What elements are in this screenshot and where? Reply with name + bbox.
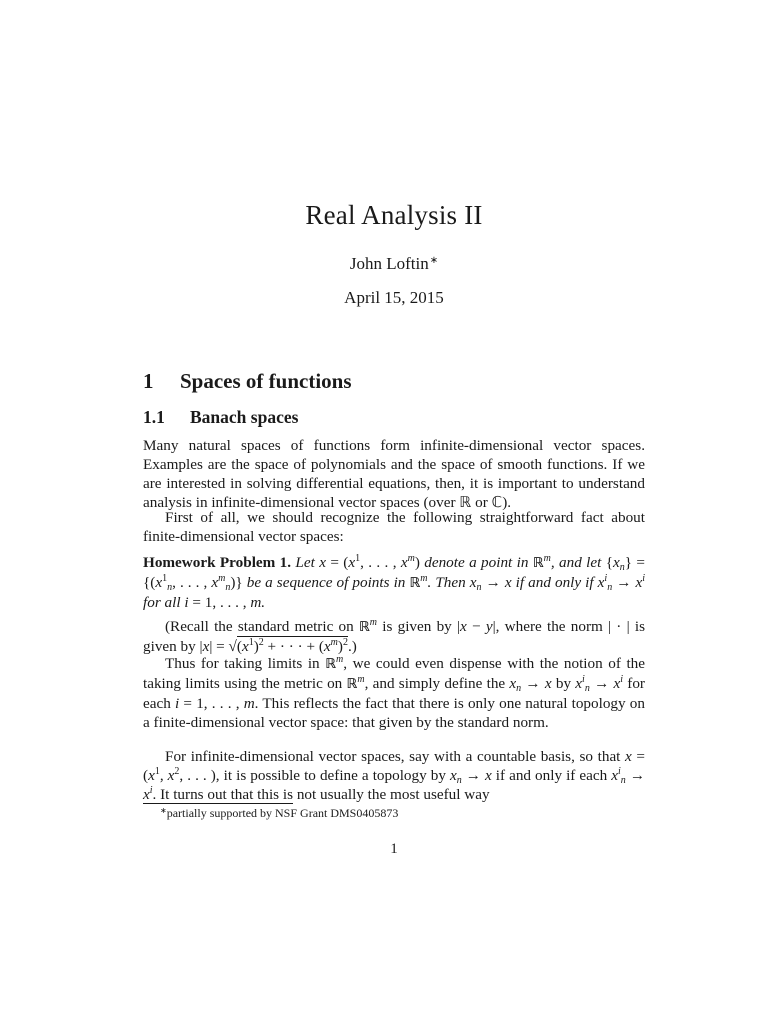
text-fragment: . This reflects the fact that there is only one natural topology on a finite-dimensional vector space: that given by the standard norm. [143, 695, 645, 731]
text-fragment: if and only if each [491, 767, 612, 784]
paragraph-first-of-all: First of all, we should recognize the following straightforward fact about finite-dimensional vector spaces: [143, 509, 645, 545]
text-fragment: Thus for taking limits in [165, 655, 326, 672]
document-title: Real Analysis II [305, 200, 483, 230]
author-name: John Loftin [349, 254, 429, 273]
author-footnote-mark: ∗ [429, 255, 439, 266]
homework-label: Homework Problem 1. [143, 554, 292, 571]
section-title: Spaces of functions [180, 369, 352, 393]
footnote-rule [143, 803, 293, 804]
text-fragment: by [551, 675, 576, 692]
paragraph-thus: Thus for taking limits in ℝ$^m$, we could even dispense with the notion of the taking limits using the metric on ℝ$^m$, and simply define the $x_n \to x$ by $x^i_n \to x^i$ for each i = 1, . . . , m. This reflects the fact that there is only one natural topology on a finite-dimensional vector space: that given by the standard norm. [143, 654, 645, 731]
text-fragment: . It turns out that this is not usually the most useful way [152, 786, 490, 803]
document-date: April 15, 2015 [344, 288, 444, 307]
text-fragment: for each [143, 675, 645, 712]
homework-problem: Homework Problem 1. Let $x = (x^1$, . . . , $x^m$) denote a point in ℝ$^m$, and let $\{x_n\} = \{(x^1_n$, . . . , $x^m_n$)} be a sequence of points in ℝ$^m$. Then $x_n \to x$ if and only if $x^i_n \to x^i$ for all i = 1, . . . , m. [143, 553, 646, 611]
section-number: 1 [143, 369, 154, 393]
footnote-mark: ∗ [160, 806, 167, 815]
text-fragment: For infinite-dimensional vector spaces, say with a countable basis, so that [165, 748, 626, 765]
text-fragment: , we could even dispense with the notion of the taking limits using the metric on [143, 655, 645, 692]
paragraph-infinite-dimensional: For infinite-dimensional vector spaces, say with a countable basis, so that $x = (x^1$, $x^2$, . . . ), it is possible to define a topology by $x_n \to x$ if and only if each $x^i_n \to x^i$. It turns out that this is not usually the most useful way [143, 748, 646, 803]
author-line [0, 254, 768, 274]
page-number: 1 [390, 841, 398, 857]
footnote [160, 806, 398, 821]
subsection-heading [143, 407, 298, 428]
text-fragment: , it is possible to define a topology by [215, 767, 450, 784]
text-fragment: , and simply define the [364, 675, 510, 692]
paragraph-recall-metric: (Recall the standard metric on ℝ$^m$ is given by |x − y|, where the norm | · | is given by $|x| = √(x^1)^2$ + · · · + $(x^m)^2$.) [143, 617, 645, 655]
subsection-title: Banach spaces [190, 407, 299, 427]
section-heading [143, 369, 352, 394]
footnote-text: partially supported by NSF Grant DMS0405873 [166, 806, 399, 820]
subsection-number: 1.1 [143, 407, 165, 427]
paragraph-intro: Many natural spaces of functions form infinite-dimensional vector spaces. Examples are the space of polynomials and the space of smooth functions. If we are interested in solving differential equations, then, it is important to understand analysis in infinite-dimensional vector spaces (over ℝ or ℂ). [143, 437, 645, 511]
